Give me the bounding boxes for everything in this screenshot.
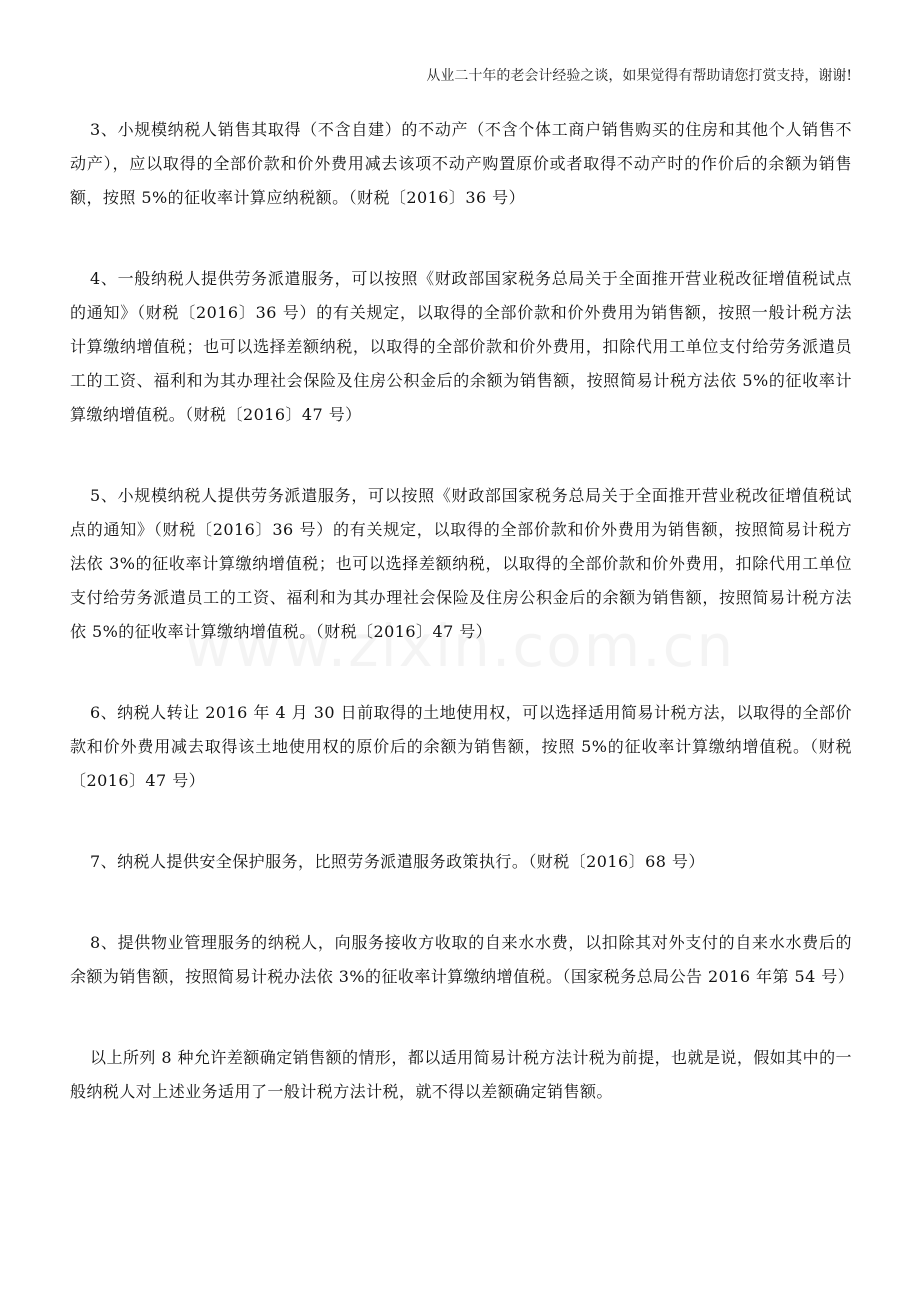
paragraph-item-3: 3、小规模纳税人销售其取得（不含自建）的不动产（不含个体工商户销售购买的住房和其他个人销售不动产），应以取得的全部价款和价外费用减去该项不动产购置原价或者取得不动产时的作价后的余额为销售额，按照 5%的征收率计算应纳税额。（财税〔2016〕36 号） xyxy=(70,120,852,207)
document-body xyxy=(70,113,855,1156)
paragraph-item-8: 8、提供物业管理服务的纳税人，向服务接收方收取的自来水水费，以扣除其对外支付的自来水水费后的余额为销售额，按照简易计税办法依 3%的征收率计算缴纳增值税。（国家税务总局公告 2016 年第 54 号） xyxy=(70,933,855,986)
header-note: 从业二十年的老会计经验之谈，如果觉得有帮助请您打赏支持，谢谢! xyxy=(426,68,852,84)
paragraph-item-5: 5、小规模纳税人提供劳务派遣服务，可以按照《财政部国家税务总局关于全面推开营业税改征增值税试点的通知》（财税〔2016〕36 号）的有关规定，以取得的全部价款和价外费用为销售额，按照简易计税方法依 3%的征收率计算缴纳增值税；也可以选择差额纳税，以取得的全部价款和价外费用，扣除代用工单位支付给劳务派遣员工的工资、福利和为其办理社会保险及住房公积金后的余额为销售额，按照简易计税方法依 5%的征收率计算缴纳增值税。（财税〔2016〕47 号） xyxy=(70,486,852,641)
paragraph-item-4: 4、一般纳税人提供劳务派遣服务，可以按照《财政部国家税务总局关于全面推开营业税改征增值税试点的通知》（财税〔2016〕36 号）的有关规定，以取得的全部价款和价外费用为销售额，按照一般计税方法计算缴纳增值税；也可以选择差额纳税，以取得的全部价款和价外费用，扣除代用工单位支付给劳务派遣员工的工资、福利和为其办理社会保险及住房公积金后的余额为销售额，按照简易计税方法依 5%的征收率计算缴纳增值税。（财税〔2016〕47 号） xyxy=(70,269,852,424)
paragraph-item-7: 7、纳税人提供安全保护服务，比照劳务派遣服务政策执行。（财税〔2016〕68 号） xyxy=(90,852,705,871)
paragraph-item-6: 6、纳税人转让 2016 年 4 月 30 日前取得的土地使用权，可以选择适用简易计税方法，以取得的全部价款和价外费用减去取得该土地使用权的原价后的余额为销售额，按照 5%的征收率计算缴纳增值税。（财税〔2016〕47 号） xyxy=(70,703,852,790)
paragraph-summary: 以上所列 8 种允许差额确定销售额的情形，都以适用简易计税方法计税为前提，也就是说，假如其中的一般纳税人对上述业务适用了一般计税方法计税，就不得以差额确定销售额。 xyxy=(70,1048,852,1101)
